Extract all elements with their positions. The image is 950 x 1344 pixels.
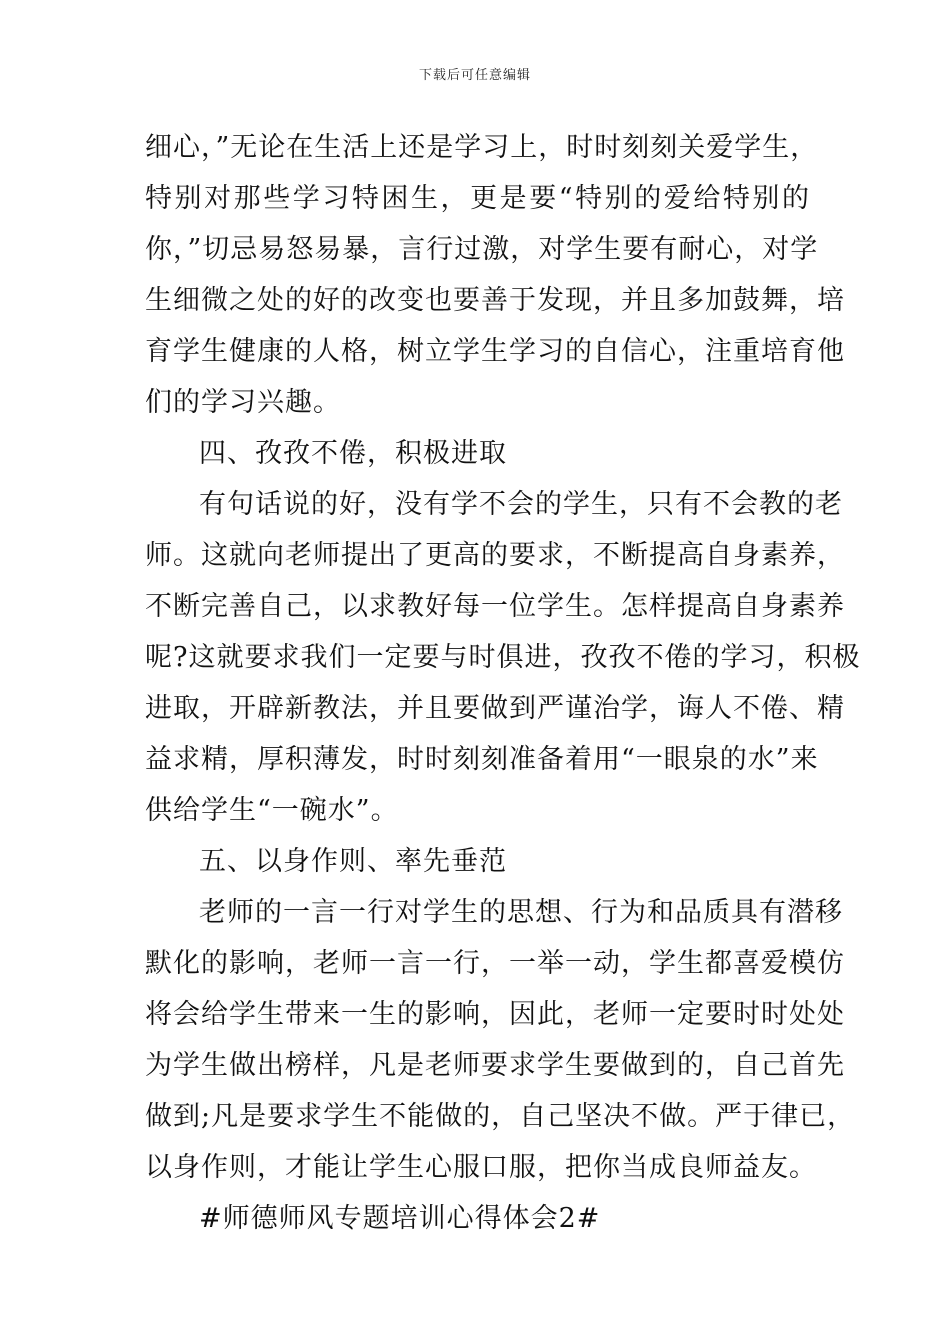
text-line: 育学生健康的人格，树立学生学习的自信心，注重培育他 <box>145 336 845 367</box>
text-line: 生细微之处的好的改变也要善于发现，并且多加鼓舞，培 <box>145 285 845 316</box>
text-line: 有句话说的好，没有学不会的学生，只有不会教的老 <box>199 489 843 520</box>
text-line: 们的学习兴趣。 <box>145 387 341 418</box>
download-note: 下载后可任意编辑 <box>418 68 531 83</box>
text-line: 将会给学生带来一生的影响，因此，老师一定要时时处处 <box>145 999 845 1030</box>
text-line: 进取，开辟新教法，并且要做到严谨治学，诲人不倦、精 <box>145 693 845 724</box>
text-line: 呢?这就要求我们一定要与时俱进，孜孜不倦的学习，积极 <box>145 642 861 673</box>
section-heading: 四、孜孜不倦，积极进取 <box>199 438 507 469</box>
text-line: 特别对那些学习特困生，更是要“特别的爱给特别的 <box>145 183 810 214</box>
section-heading: 五、以身作则、率先垂范 <box>199 846 507 877</box>
text-line: 为学生做出榜样，凡是老师要求学生要做到的，自己首先 <box>145 1050 845 1081</box>
text-line: 供给学生“一碗水”。 <box>145 795 399 826</box>
text-line: 你，”切忌易怒易暴，言行过激，对学生要有耐心，对学 <box>145 234 819 265</box>
document-body <box>145 122 861 1244</box>
text-line: 细心，”无论在生活上还是学习上，时时刻刻关爱学生， <box>145 132 819 163</box>
text-line: 不断完善自己，以求教好每一位学生。怎样提高自身素养 <box>145 591 845 622</box>
text-line: 老师的一言一行对学生的思想、行为和品质具有潜移 <box>199 897 843 928</box>
text-line: 益求精，厚积薄发，时时刻刻准备着用“一眼泉的水”来 <box>145 744 819 775</box>
text-line: 以身作则，才能让学生心服口服，把你当成良师益友。 <box>145 1152 817 1183</box>
text-line: 默化的影响，老师一言一行，一举一动，学生都喜爱模仿 <box>145 948 845 979</box>
text-line: 师。这就向老师提出了更高的要求，不断提高自身素养， <box>145 540 845 571</box>
section-title: #师德师风专题培训心得体会2# <box>199 1203 601 1234</box>
text-line: 做到;凡是要求学生不能做的，自己坚决不做。严于律已， <box>145 1101 856 1132</box>
